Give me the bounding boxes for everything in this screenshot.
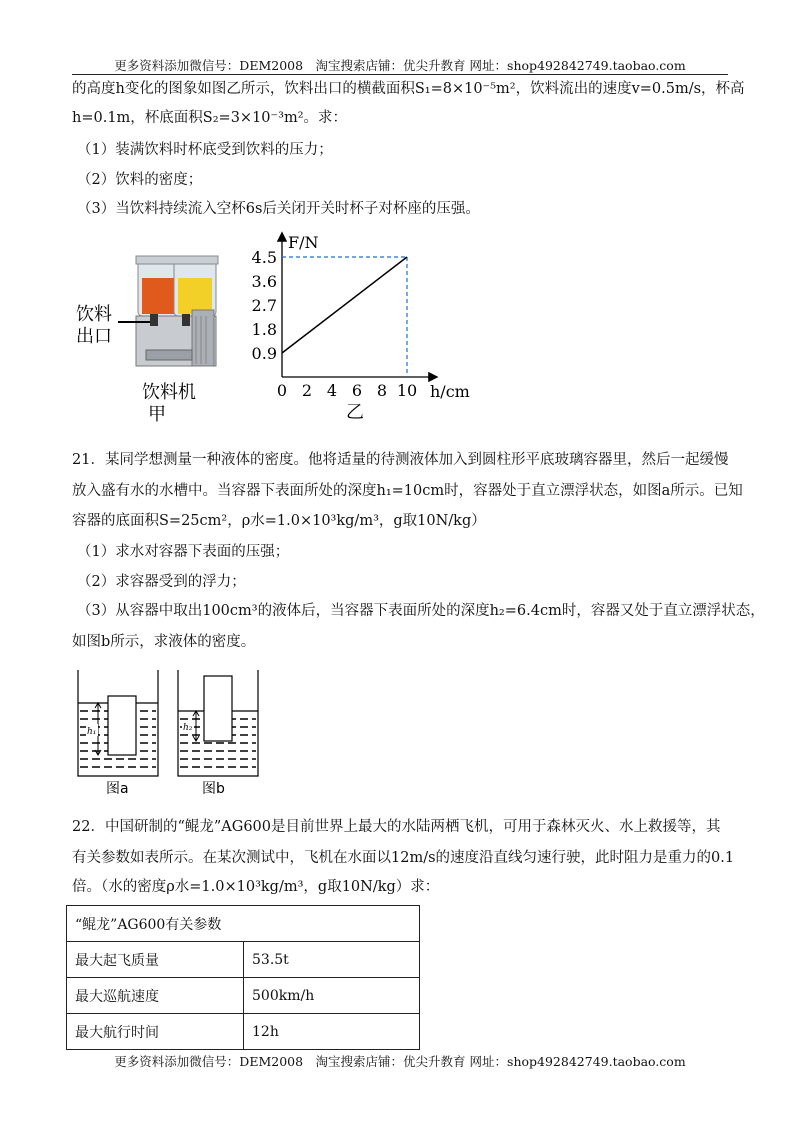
x-tick-label: 10: [396, 381, 418, 400]
y-axis-label: F/N: [288, 233, 319, 252]
caption-a: 图a: [106, 781, 129, 797]
drip-tray: [146, 350, 192, 360]
figure-a: [78, 670, 158, 776]
y-tick-label: 4.5: [251, 248, 277, 267]
table-title-row: [67, 906, 420, 942]
drink-machine-figure: [70, 252, 220, 424]
q21-line2: 放入盛有水的水槽中。当容器下表面所处的深度h₁=10cm时，容器处于直立漂浮状态，如图a所示。已知: [72, 483, 743, 499]
y-tick-label: 0.9: [251, 344, 277, 363]
h2-label: h₂: [183, 723, 193, 733]
table-cell-value: 53.5t: [244, 942, 420, 978]
outlet-label-2: 出口: [76, 326, 112, 347]
x-tick-label: 4: [326, 381, 338, 400]
machine-caption-jia: 甲: [148, 404, 166, 424]
table-cell-value: 500km/h: [244, 978, 420, 1014]
container-figures: [74, 668, 274, 798]
series-line: [282, 257, 407, 353]
y-tick-label: 2.7: [251, 296, 277, 315]
container-b: [204, 676, 232, 741]
table-row: [67, 942, 420, 978]
x-axis-label: h/cm: [430, 382, 470, 401]
table-title: “鲲龙”AG600有关参数: [67, 906, 420, 942]
x-tick-label: 0: [276, 381, 288, 400]
y-tick-label: 3.6: [251, 272, 277, 291]
x-tick-label: 2: [301, 381, 313, 400]
table-row: [67, 978, 420, 1014]
q21-line3: 容器的底面积S=25cm²，ρ水=1.0×10³kg/m³，g取10N/kg）: [72, 513, 486, 529]
q21-sub3b: 如图b所示，求液体的密度。: [72, 634, 256, 650]
page-footer: 更多资料添加微信号：DEM2008 淘宝搜索店铺：优尖升教育 网址：shop492842749.taobao.com: [114, 1054, 686, 1069]
q21-sub3: （3）从容器中取出100cm³的液体后，当容器下表面所处的深度h₂=6.4cm时，容器又处于直立漂浮状态，: [77, 603, 765, 619]
q20-sub3: （3）当饮料持续流入空杯6s后关闭开关时杯子对杯座的压强。: [77, 201, 480, 217]
red-drink: [142, 278, 174, 314]
table-cell-label: 最大起飞质量: [67, 942, 244, 978]
q22-line1: 22．中国研制的“鲲龙”AG600是目前世界上最大的水陆两栖飞机，可用于森林灭火、水上救援等，其: [72, 819, 721, 835]
page-header: 更多资料添加微信号：DEM2008 淘宝搜索店铺：优尖升教育 网址：shop492842749.taobao.com: [114, 58, 686, 73]
tap-left: [150, 314, 158, 326]
params-table: [66, 905, 420, 1050]
header-rule: [72, 74, 728, 75]
q20-line2: h=0.1m，杯底面积S₂=3×10⁻³m²。求：: [72, 110, 348, 126]
y-tick-label: 1.8: [251, 320, 277, 339]
force-depth-chart: [244, 230, 484, 426]
table-cell-label: 最大巡航速度: [67, 978, 244, 1014]
table-cell-value: 12h: [244, 1014, 420, 1050]
machine-side: [192, 310, 214, 366]
q20-sub1: （1）装满饮料时杯底受到饮料的压力；: [77, 142, 333, 158]
outlet-label-1: 饮料: [76, 304, 112, 325]
q21-line1: 21．某同学想测量一种液体的密度。他将适量的待测液体加入到圆柱形平底玻璃容器里，然后一起缓慢: [72, 452, 729, 468]
q22-line3: 倍。（水的密度ρ水=1.0×10³kg/m³，g取10N/kg）求：: [72, 879, 440, 895]
table-row: [67, 1014, 420, 1050]
chart-caption: 乙: [346, 402, 364, 423]
q20-line1: 的高度h变化的图象如图乙所示，饮料出口的横截面积S₁=8×10⁻⁵m²，饮料流出的速度v=0.5m/s，杯高: [72, 81, 745, 97]
q20-sub2: （2）饮料的密度；: [77, 172, 203, 188]
tap-right: [182, 314, 190, 326]
container-a: [108, 696, 136, 755]
q21-sub2: （2）求容器受到的浮力；: [77, 574, 246, 590]
table-cell-label: 最大航行时间: [67, 1014, 244, 1050]
caption-b: 图b: [202, 781, 225, 797]
h1-label: h₁: [87, 727, 97, 737]
q21-sub1: （1）求水对容器下表面的压强；: [77, 544, 290, 560]
figure-b: [178, 670, 258, 776]
q22-line2: 有关参数如表所示。在某次测试中，飞机在水面以12m/s的速度沿直线匀速行驶，此时阻力是重力的0.1: [72, 850, 735, 866]
x-tick-label: 6: [351, 381, 363, 400]
machine-caption: 饮料机: [142, 382, 196, 403]
yellow-drink: [178, 278, 212, 314]
x-tick-label: 8: [376, 381, 388, 400]
tank-lids: [136, 256, 218, 264]
